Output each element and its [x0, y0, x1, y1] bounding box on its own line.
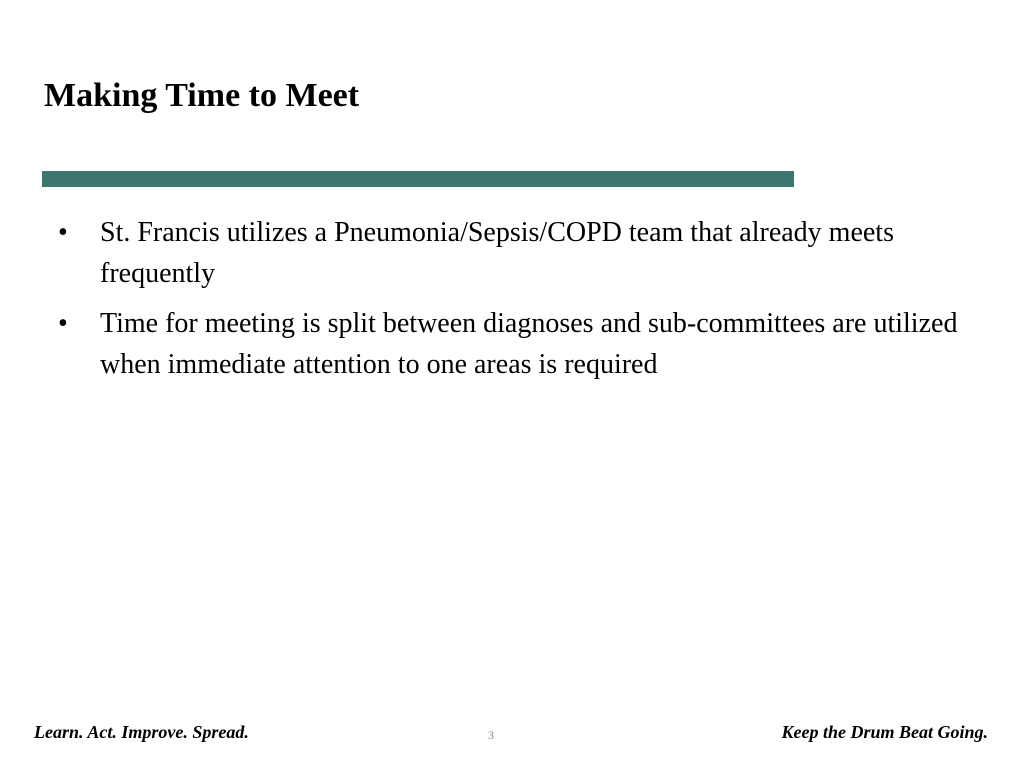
bullet-item [58, 303, 968, 385]
bullet-text: St. Francis utilizes a Pneumonia/Sepsis/COPD team that already meets frequently [100, 217, 894, 289]
slide-number: 3 [488, 728, 494, 742]
bullet-item [58, 212, 968, 294]
bullet-icon: • [58, 308, 68, 339]
footer-tagline-left: Learn. Act. Improve. Spread. [34, 722, 249, 742]
footer-tagline-right: Keep the Drum Beat Going. [781, 722, 988, 742]
slide-title: Making Time to Meet [44, 77, 360, 114]
bullet-text: Time for meeting is split between diagnoses and sub-committees are utilized when immediate attention to one areas is required [100, 308, 958, 380]
bullet-list [58, 212, 968, 394]
title-divider-bar [42, 171, 794, 187]
bullet-icon: • [58, 217, 68, 248]
